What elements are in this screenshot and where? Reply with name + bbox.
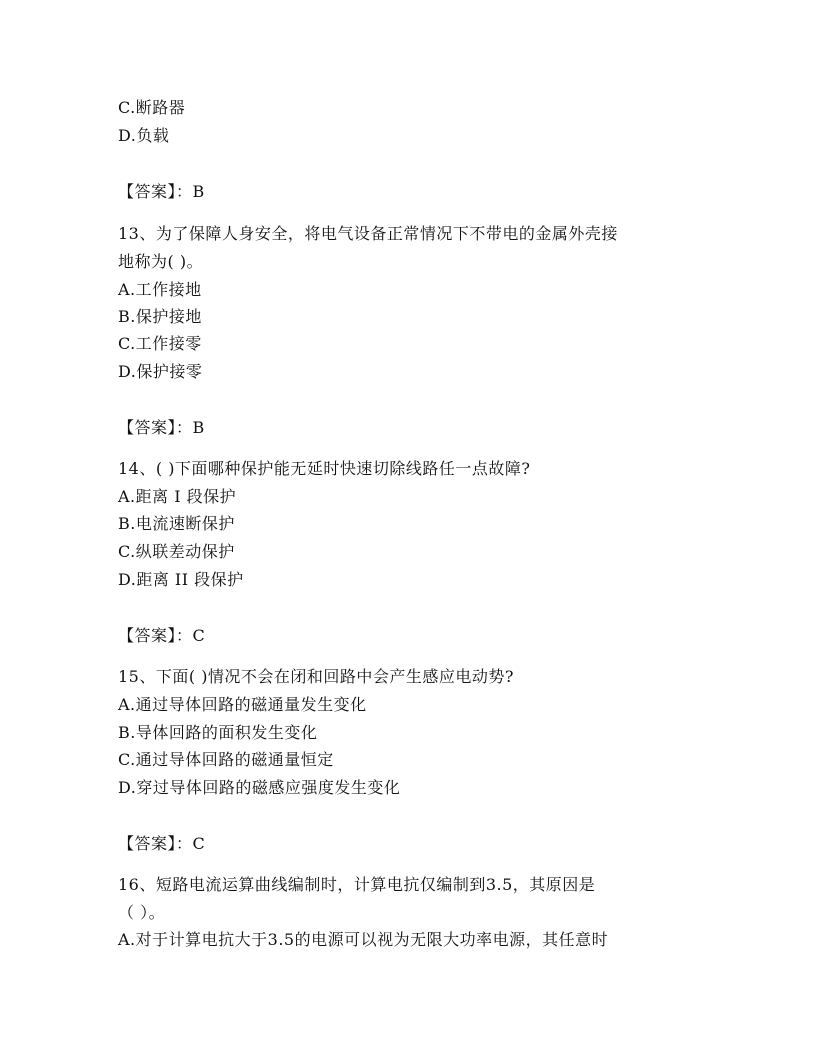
answer-q12: 【答案】：B [118,182,205,201]
answer-q13: 【答案】：B [118,418,205,437]
answer-q15: 【答案】：C [118,834,206,853]
question-13-line-2: 地称为( )。 [118,252,204,271]
option-c-q15: C.通过导体回路的磁通量恒定 [118,750,334,769]
option-c-q14: C.纵联差动保护 [118,542,235,561]
option-b-q14: B.电流速断保护 [118,514,235,533]
option-d-q14: D.距离 II 段保护 [118,570,244,589]
option-c-q12: C.断路器 [118,98,186,117]
option-d-q15: D.穿过导体回路的磁感应强度发生变化 [118,778,401,797]
option-d-q13: D.保护接零 [118,362,203,381]
answer-q14: 【答案】：C [118,626,206,645]
option-a-q16: A.对于计算电抗大于3.5的电源可以视为无限大功率电源，其任意时 [118,930,609,949]
option-b-q13: B.保护接地 [118,307,202,326]
question-15: 15、下面( )情况不会在闭和回路中会产生感应电动势? [118,667,515,686]
question-16-line-1: 16、短路电流运算曲线编制时，计算电抗仅编制到3.5，其原因是 [118,875,596,894]
question-14: 14、( )下面哪种保护能无延时快速切除线路任一点故障? [118,459,531,478]
question-16-line-2: （ ）。 [118,903,166,922]
question-13-line-1: 13、为了保障人身安全，将电气设备正常情况下不带电的金属外壳接 [118,224,618,243]
option-a-q14: A.距离 I 段保护 [118,487,237,506]
option-d-q12: D.负载 [118,126,170,145]
option-a-q13: A.工作接地 [118,280,202,299]
option-c-q13: C.工作接零 [118,334,202,353]
option-b-q15: B.导体回路的面积发生变化 [118,723,318,742]
option-a-q15: A.通过导体回路的磁通量发生变化 [118,695,367,714]
